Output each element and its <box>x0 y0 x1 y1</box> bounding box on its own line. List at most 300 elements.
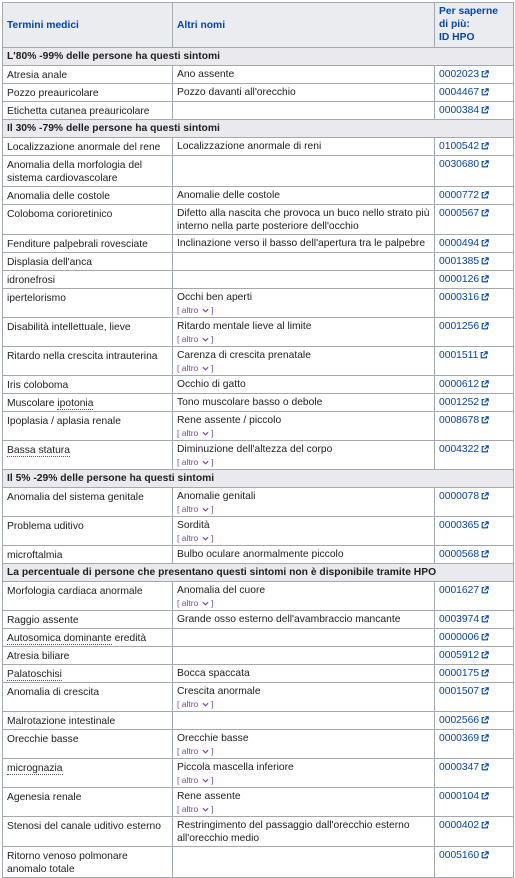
medical-term-cell <box>3 253 173 271</box>
external-link-icon <box>481 550 489 558</box>
other-names-cell <box>173 187 435 205</box>
other-name: Restringimento del passaggio dall'orecchio esterno all'orecchio medio <box>177 820 410 844</box>
medical-term-glossary-link[interactable]: Autosomica dominante <box>7 633 112 644</box>
medical-term-cell <box>3 488 173 517</box>
external-link-icon <box>481 160 489 168</box>
table-row <box>3 441 514 470</box>
other-name: Pozzo davanti all'orecchio <box>177 87 296 98</box>
other-names-cell <box>173 156 435 187</box>
altro-label: [ altro <box>177 334 199 344</box>
hpo-id-cell <box>435 611 514 629</box>
hpo-id-link[interactable]: 0100542 <box>439 141 480 152</box>
other-name: Orecchie basse <box>177 733 249 744</box>
external-link-icon <box>481 106 489 114</box>
other-names-cell <box>173 289 435 318</box>
medical-term-cell <box>3 817 173 847</box>
hpo-id-cell <box>435 394 514 412</box>
medical-term-cell <box>3 376 173 394</box>
hpo-id-cell <box>435 488 514 517</box>
medical-term-cell <box>3 235 173 253</box>
altro-toggle[interactable]: [ altro ] <box>177 804 214 814</box>
hpo-id-link[interactable]: 0000365 <box>439 520 480 531</box>
table-row <box>3 347 514 376</box>
hpo-id-link[interactable]: 0001252 <box>439 397 480 408</box>
table-row <box>3 253 514 271</box>
hpo-id-link[interactable]: 0000494 <box>439 238 480 249</box>
table-row <box>3 66 514 84</box>
other-name: Difetto alla nascita che provoca un buco nello strato più interno nella parte posteriore dell'occhio <box>177 208 430 232</box>
external-link-icon <box>481 416 489 424</box>
other-name: Grande osso esterno dell'avambraccio mancante <box>177 614 401 625</box>
hpo-id-cell <box>435 730 514 759</box>
medical-term: Ritorno venoso polmonare anomalo totale <box>7 851 128 875</box>
medical-term-cell <box>3 730 173 759</box>
hpo-id-cell <box>435 102 514 120</box>
other-name: Inclinazione verso il basso dell'apertura tra le palpebre <box>177 238 426 249</box>
table-row <box>3 582 514 611</box>
medical-term: Fenditure palpebrali rovesciate <box>7 239 148 250</box>
table-row <box>3 759 514 788</box>
chevron-down-icon <box>202 778 209 783</box>
medical-term-cell <box>3 665 173 683</box>
medical-term-cell <box>3 138 173 156</box>
other-names-cell <box>173 394 435 412</box>
hpo-id-link[interactable]: 0000006 <box>439 632 480 643</box>
hpo-id-link[interactable]: 0000369 <box>439 733 480 744</box>
external-link-icon <box>481 651 489 659</box>
medical-term: Anomalia della morfologia del sistema cardiovascolare <box>7 160 143 184</box>
section-row <box>3 470 514 488</box>
medical-term: Agenesia renale <box>7 792 82 803</box>
hpo-id-link[interactable]: 0000078 <box>439 491 480 502</box>
altro-toggle[interactable]: [ altro ] <box>177 775 214 785</box>
external-link-icon <box>481 492 489 500</box>
medical-term-cell <box>3 517 173 546</box>
other-names-cell <box>173 546 435 564</box>
hpo-id-link[interactable]: 0005160 <box>439 850 480 861</box>
medical-term-cell <box>3 759 173 788</box>
external-link-icon <box>481 209 489 217</box>
medical-term-cell <box>3 84 173 102</box>
altro-label: [ altro <box>177 699 199 709</box>
medical-term-cell <box>3 318 173 347</box>
altro-toggle[interactable]: [ altro ] <box>177 746 214 756</box>
altro-toggle[interactable]: [ altro ] <box>177 699 214 709</box>
external-link-icon <box>481 615 489 623</box>
chevron-down-icon <box>202 460 209 465</box>
medical-term-cell <box>3 629 173 647</box>
hpo-id-link[interactable]: 0000126 <box>439 274 480 285</box>
medical-term: Orecchie basse <box>7 734 79 745</box>
other-name: Occhi ben aperti <box>177 292 252 303</box>
hpo-id-cell <box>435 66 514 84</box>
medical-term-glossary-link[interactable]: Bassa statura <box>7 445 70 456</box>
altro-toggle[interactable]: [ altro ] <box>177 598 214 608</box>
section-row <box>3 564 514 582</box>
hpo-id-link[interactable]: 0001385 <box>439 256 480 267</box>
hpo-id-cell <box>435 629 514 647</box>
medical-term-cell <box>3 205 173 235</box>
hpo-id-cell <box>435 138 514 156</box>
external-link-icon <box>481 191 489 199</box>
external-link-icon <box>481 322 489 330</box>
external-link-icon <box>481 851 489 859</box>
hpo-id-link[interactable]: 0001627 <box>439 585 480 596</box>
medical-term-cell <box>3 712 173 730</box>
hpo-id-cell <box>435 665 514 683</box>
header-medical-terms[interactable]: Termini medici <box>3 3 173 48</box>
table-row <box>3 788 514 817</box>
hpo-id-link[interactable]: 0002566 <box>439 715 480 726</box>
table-row <box>3 138 514 156</box>
hpo-id-cell <box>435 253 514 271</box>
chevron-down-icon <box>202 601 209 606</box>
medical-term-cell <box>3 347 173 376</box>
other-name: Sordità <box>177 520 210 531</box>
medical-term: Displasia dell'anca <box>7 257 92 268</box>
hpo-id-cell <box>435 712 514 730</box>
hpo-id-cell <box>435 683 514 712</box>
section-title: Il 30% -79% delle persone ha questi sintomi <box>3 120 514 138</box>
medical-term-cell <box>3 611 173 629</box>
hpo-id-cell <box>435 412 514 441</box>
external-link-icon <box>481 716 489 724</box>
altro-label: [ altro <box>177 533 199 543</box>
other-names-cell <box>173 517 435 546</box>
medical-term: Stenosi del canale uditivo esterno <box>7 821 161 832</box>
medical-term-glossary-link[interactable]: Palatoschisi <box>7 669 62 680</box>
other-names-cell <box>173 712 435 730</box>
table-row <box>3 289 514 318</box>
other-names-cell <box>173 647 435 665</box>
hpo-id-link[interactable]: 0008678 <box>439 415 480 426</box>
other-names-cell <box>173 488 435 517</box>
external-link-icon <box>481 380 489 388</box>
table-row <box>3 817 514 847</box>
hpo-id-cell <box>435 788 514 817</box>
other-name: Occhio di gatto <box>177 379 246 390</box>
medical-term-cell <box>3 647 173 665</box>
altro-label: [ altro <box>177 598 199 608</box>
medical-term-cell <box>3 187 173 205</box>
hpo-id-cell <box>435 289 514 318</box>
external-link-icon <box>481 521 489 529</box>
other-names-cell <box>173 730 435 759</box>
altro-label: [ altro <box>177 775 199 785</box>
external-link-icon <box>481 88 489 96</box>
chevron-down-icon <box>202 507 209 512</box>
other-names-cell <box>173 611 435 629</box>
other-name: Crescita anormale <box>177 686 261 697</box>
altro-label: [ altro <box>177 363 199 373</box>
other-name: Bocca spaccata <box>177 668 250 679</box>
hpo-id-link[interactable]: 0000568 <box>439 549 480 560</box>
other-names-cell <box>173 683 435 712</box>
external-link-icon <box>481 275 489 283</box>
medical-term-suffix: eredità <box>111 633 147 644</box>
hpo-id-link[interactable]: 0001511 <box>439 350 479 361</box>
other-name: Piccola mascella inferiore <box>177 762 294 773</box>
hpo-id-link[interactable]: 0005912 <box>439 650 480 661</box>
other-names-cell <box>173 84 435 102</box>
hpo-id-link[interactable]: 0001256 <box>439 321 480 332</box>
table-row <box>3 235 514 253</box>
external-link-icon <box>481 398 489 406</box>
medical-term-glossary-link[interactable]: micrognazia <box>7 763 63 774</box>
section-row <box>3 48 514 66</box>
table-row <box>3 730 514 759</box>
chevron-down-icon <box>202 536 209 541</box>
external-link-icon <box>481 792 489 800</box>
hpo-id-cell <box>435 235 514 253</box>
external-link-icon <box>481 142 489 150</box>
table-row <box>3 847 514 878</box>
altro-toggle[interactable]: [ altro ] <box>177 428 214 438</box>
table-row <box>3 205 514 235</box>
header-other-names[interactable]: Altri nomi <box>173 3 435 48</box>
external-link-icon <box>481 257 489 265</box>
medical-term-cell <box>3 271 173 289</box>
hpo-id-link[interactable]: 0004322 <box>439 444 480 455</box>
hpo-id-cell <box>435 271 514 289</box>
hpo-id-link[interactable]: 0000612 <box>439 379 480 390</box>
medical-term: Anomalia del sistema genitale <box>7 492 144 503</box>
hpo-id-cell <box>435 517 514 546</box>
other-names-cell <box>173 347 435 376</box>
other-name: Rene assente / piccolo <box>177 415 282 426</box>
symptoms-table-container <box>2 2 513 878</box>
table-row <box>3 629 514 647</box>
external-link-icon <box>481 669 489 677</box>
other-name: Localizzazione anormale di reni <box>177 141 322 152</box>
altro-toggle[interactable]: [ altro ] <box>177 305 214 315</box>
other-name: Anomalia del cuore <box>177 585 266 596</box>
hpo-id-link[interactable]: 0000384 <box>439 105 480 116</box>
table-row <box>3 271 514 289</box>
medical-term: Ritardo nella crescita intrauterina <box>7 351 158 362</box>
section-title: Il 5% -29% delle persone ha questi sintomi <box>3 470 514 488</box>
other-names-cell <box>173 847 435 878</box>
altro-toggle[interactable]: [ altro ] <box>177 504 214 514</box>
table-row <box>3 488 514 517</box>
medical-term: Malrotazione intestinale <box>7 716 116 727</box>
other-names-cell <box>173 376 435 394</box>
medical-term: Anomalia delle costole <box>7 191 111 202</box>
hpo-id-cell <box>435 205 514 235</box>
medical-term-cell <box>3 102 173 120</box>
other-names-cell <box>173 271 435 289</box>
medical-term: Etichetta cutanea preauricolare <box>7 106 150 117</box>
hpo-id-link[interactable]: 0030680 <box>439 159 480 170</box>
medical-term: Pozzo preauricolare <box>7 88 99 99</box>
external-link-icon <box>481 586 489 594</box>
other-names-cell <box>173 235 435 253</box>
other-names-cell <box>173 318 435 347</box>
hpo-id-link[interactable]: 0000316 <box>439 292 480 303</box>
altro-label: [ altro <box>177 746 199 756</box>
table-row <box>3 665 514 683</box>
altro-toggle[interactable]: [ altro ] <box>177 533 214 543</box>
other-names-cell <box>173 582 435 611</box>
altro-label: [ altro <box>177 504 199 514</box>
chevron-down-icon <box>202 366 209 371</box>
external-link-icon <box>481 293 489 301</box>
medical-term-cell <box>3 582 173 611</box>
medical-term: Problema uditivo <box>7 521 84 532</box>
hpo-id-cell <box>435 817 514 847</box>
medical-term: Raggio assente <box>7 615 79 626</box>
chevron-down-icon <box>202 337 209 342</box>
altro-label: [ altro <box>177 457 199 467</box>
medical-term: Iris coloboma <box>7 380 69 391</box>
hpo-id-cell <box>435 156 514 187</box>
other-name: Tono muscolare basso o debole <box>177 397 323 408</box>
medical-term-cell <box>3 788 173 817</box>
hpo-id-cell <box>435 582 514 611</box>
section-title: La percentuale di persone che presentano questi sintomi non è disponibile tramite HPO <box>3 564 514 582</box>
medical-term-cell <box>3 66 173 84</box>
table-row <box>3 647 514 665</box>
hpo-id-cell <box>435 376 514 394</box>
chevron-down-icon <box>202 308 209 313</box>
hpo-id-link[interactable]: 0001507 <box>439 686 480 697</box>
table-row <box>3 712 514 730</box>
external-link-icon <box>481 687 489 695</box>
other-names-cell <box>173 788 435 817</box>
hpo-id-cell <box>435 441 514 470</box>
external-link-icon <box>481 239 489 247</box>
external-link-icon <box>481 821 489 829</box>
hpo-id-cell <box>435 647 514 665</box>
other-names-cell <box>173 102 435 120</box>
medical-term: Anomalia di crescita <box>7 687 100 698</box>
altro-toggle[interactable]: [ altro ] <box>177 363 214 373</box>
medical-term: Atresia anale <box>7 70 68 81</box>
other-name: Anomalie genitali <box>177 491 256 502</box>
medical-term-cell <box>3 289 173 318</box>
table-row <box>3 376 514 394</box>
hpo-id-cell <box>435 347 514 376</box>
hpo-id-link[interactable]: 0002023 <box>439 69 480 80</box>
external-link-icon <box>481 763 489 771</box>
medical-term-cell <box>3 156 173 187</box>
medical-term-cell <box>3 683 173 712</box>
chevron-down-icon <box>202 702 209 707</box>
table-row <box>3 611 514 629</box>
other-name: Ano assente <box>177 69 235 80</box>
medical-term: Localizzazione anormale del rene <box>7 142 161 153</box>
external-link-icon <box>481 70 489 78</box>
table-row <box>3 318 514 347</box>
hpo-id-cell <box>435 759 514 788</box>
table-row <box>3 546 514 564</box>
medical-term: microftalmia <box>7 550 63 561</box>
hpo-id-cell <box>435 187 514 205</box>
external-link-icon <box>481 633 489 641</box>
other-names-cell <box>173 138 435 156</box>
chevron-down-icon <box>202 749 209 754</box>
chevron-down-icon <box>202 431 209 436</box>
other-names-cell <box>173 629 435 647</box>
hpo-id-link[interactable]: 0000772 <box>439 190 480 201</box>
medical-term-cell <box>3 847 173 878</box>
hpo-id-link[interactable]: 0000175 <box>439 668 480 679</box>
hpo-id-cell <box>435 84 514 102</box>
table-row <box>3 683 514 712</box>
medical-term: Ipoplasia / aplasia renale <box>7 416 121 427</box>
other-names-cell <box>173 205 435 235</box>
other-names-cell <box>173 759 435 788</box>
other-names-cell <box>173 253 435 271</box>
other-names-cell <box>173 412 435 441</box>
other-names-cell <box>173 66 435 84</box>
other-name: Ritardo mentale lieve al limite <box>177 321 312 332</box>
table-row <box>3 394 514 412</box>
altro-label: [ altro <box>177 428 199 438</box>
hpo-id-link[interactable]: 0000104 <box>439 791 480 802</box>
hpo-id-cell <box>435 546 514 564</box>
medical-term: ipertelorismo <box>7 293 66 304</box>
table-row <box>3 187 514 205</box>
medical-term-cell <box>3 394 173 412</box>
altro-label: [ altro <box>177 305 199 315</box>
hpo-id-link[interactable]: 0000347 <box>439 762 480 773</box>
other-name: Anomalie delle costole <box>177 190 281 201</box>
medical-term-cell <box>3 546 173 564</box>
symptoms-table <box>2 2 514 878</box>
table-row <box>3 412 514 441</box>
table-row <box>3 102 514 120</box>
other-name: Carenza di crescita prenatale <box>177 350 311 361</box>
hpo-id-cell <box>435 318 514 347</box>
hpo-id-link[interactable]: 0000567 <box>439 208 480 219</box>
medical-term: Coloboma corioretinico <box>7 209 113 220</box>
external-link-icon <box>481 734 489 742</box>
hpo-id-link[interactable]: 0003974 <box>439 614 480 625</box>
medical-term-glossary-link[interactable]: ipotonia <box>57 398 94 409</box>
medical-term: idronefrosi <box>7 275 56 286</box>
altro-toggle[interactable]: [ altro ] <box>177 334 214 344</box>
hpo-id-link[interactable]: 0000402 <box>439 820 480 831</box>
section-row <box>3 120 514 138</box>
medical-term: Disabilità intellettuale, lieve <box>7 322 131 333</box>
table-header-row <box>3 3 514 48</box>
table-body <box>3 48 514 878</box>
medical-term: Morfologia cardiaca anormale <box>7 586 143 597</box>
other-names-cell <box>173 665 435 683</box>
hpo-id-link[interactable]: 0004467 <box>439 87 480 98</box>
external-link-icon <box>480 351 488 359</box>
medical-term-cell <box>3 412 173 441</box>
external-link-icon <box>481 445 489 453</box>
hpo-id-cell <box>435 847 514 878</box>
other-name: Rene assente <box>177 791 241 802</box>
medical-term-cell <box>3 441 173 470</box>
section-title: L'80% -99% delle persone ha questi sintomi <box>3 48 514 66</box>
table-row <box>3 517 514 546</box>
other-names-cell <box>173 817 435 847</box>
other-name: Bulbo oculare anormalmente piccolo <box>177 549 344 560</box>
medical-term: Atresia biliare <box>7 651 70 662</box>
header-hpo-id[interactable]: Per saperne di più: ID HPO <box>435 3 514 48</box>
table-row <box>3 84 514 102</box>
altro-toggle[interactable]: [ altro ] <box>177 457 214 467</box>
altro-label: [ altro <box>177 804 199 814</box>
table-row <box>3 156 514 187</box>
other-names-cell <box>173 441 435 470</box>
other-name: Diminuzione dell'altezza del corpo <box>177 444 333 455</box>
medical-term-prefix: Muscolare <box>7 398 58 409</box>
